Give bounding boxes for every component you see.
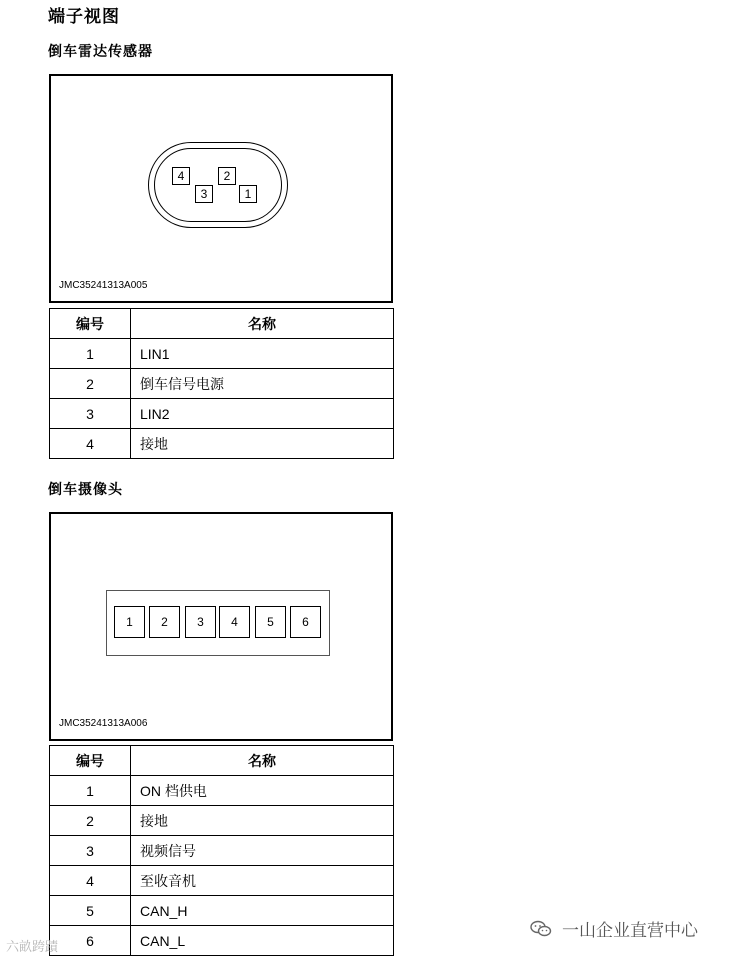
camera-pin-1: 1 — [114, 606, 145, 638]
table-row — [50, 806, 394, 836]
watermark-left: 六畝跨蹟 — [6, 940, 59, 955]
camera-pin-6: 6 — [290, 606, 321, 638]
table-row — [50, 866, 394, 896]
column-header-number: 编号 — [50, 746, 131, 776]
figure-code: JMC35241313A006 — [59, 718, 148, 729]
radar-pin-1: 1 — [239, 185, 257, 203]
table-row — [50, 339, 394, 369]
radar-pin-4: 4 — [172, 167, 190, 185]
table-row — [50, 369, 394, 399]
pin-name: ON 档供电 — [131, 776, 394, 806]
table-header-row — [50, 746, 394, 776]
column-header-name: 名称 — [131, 746, 394, 776]
table-row — [50, 429, 394, 459]
table-row — [50, 776, 394, 806]
column-header-number: 编号 — [50, 309, 131, 339]
camera-pin-5: 5 — [255, 606, 286, 638]
pin-name: CAN_H — [131, 896, 394, 926]
pin-name: LIN1 — [131, 339, 394, 369]
camera-pin-3: 3 — [185, 606, 216, 638]
pin-number: 1 — [50, 776, 131, 806]
pin-number: 5 — [50, 896, 131, 926]
watermark-right-text: 一山企业直营中心 — [562, 921, 698, 941]
pin-name: 接地 — [131, 806, 394, 836]
camera-pin-table — [49, 745, 394, 956]
watermark-right — [530, 916, 698, 941]
table-row — [50, 836, 394, 866]
camera-pin-4: 4 — [219, 606, 250, 638]
pin-name: 视频信号 — [131, 836, 394, 866]
radar-connector-figure — [49, 74, 393, 303]
pin-number: 2 — [50, 806, 131, 836]
section-title-radar-sensor: 倒车雷达传感器 — [48, 44, 153, 60]
radar-connector-shell — [148, 142, 288, 228]
table-row — [50, 926, 394, 956]
pin-number: 4 — [50, 866, 131, 896]
table-row — [50, 896, 394, 926]
pin-number: 3 — [50, 836, 131, 866]
wechat-icon — [530, 920, 552, 938]
camera-connector-housing — [106, 590, 330, 656]
section-title-reverse-camera: 倒车摄像头 — [48, 482, 123, 498]
pin-number: 4 — [50, 429, 131, 459]
camera-pin-2: 2 — [149, 606, 180, 638]
radar-pin-3: 3 — [195, 185, 213, 203]
page-title: 端子视图 — [48, 7, 120, 27]
pin-number: 3 — [50, 399, 131, 429]
radar-connector-inner — [154, 148, 282, 222]
camera-connector-figure — [49, 512, 393, 741]
pin-name: CAN_L — [131, 926, 394, 956]
radar-pin-2: 2 — [218, 167, 236, 185]
pin-name: 接地 — [131, 429, 394, 459]
pin-number: 6 — [50, 926, 131, 956]
column-header-name: 名称 — [131, 309, 394, 339]
table-row — [50, 399, 394, 429]
table-header-row — [50, 309, 394, 339]
pin-name: 倒车信号电源 — [131, 369, 394, 399]
pin-number: 1 — [50, 339, 131, 369]
radar-pin-table — [49, 308, 394, 459]
pin-name: 至收音机 — [131, 866, 394, 896]
pin-name: LIN2 — [131, 399, 394, 429]
figure-code: JMC35241313A005 — [59, 280, 148, 291]
pin-number: 2 — [50, 369, 131, 399]
